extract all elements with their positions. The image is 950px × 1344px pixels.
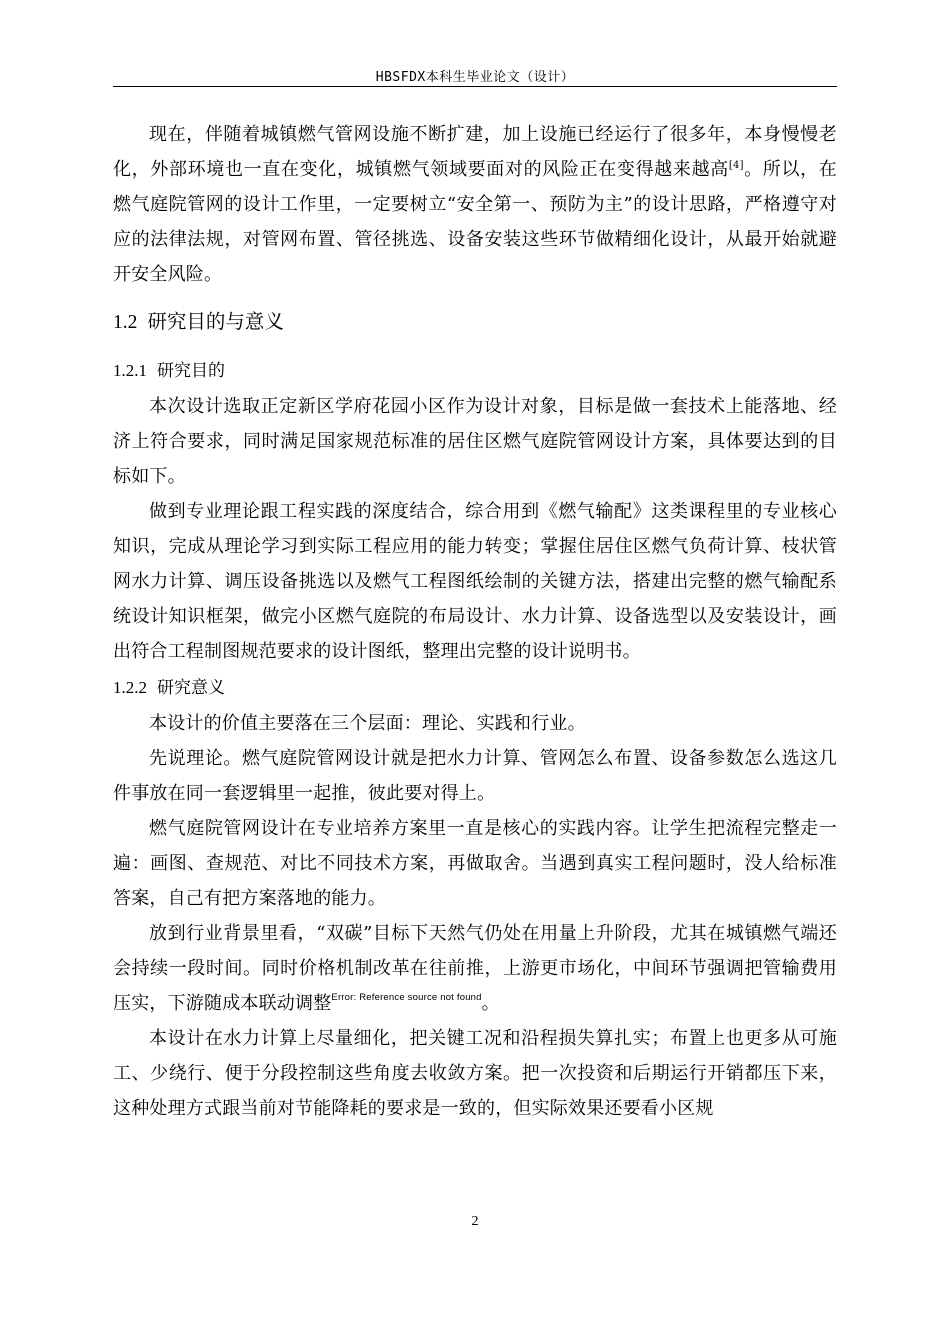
paragraph-goal-1: 本次设计选取正定新区学府花园小区作为设计对象，目标是做一套技术上能落地、经济上符合要求，同时满足国家规范标准的居住区燃气庭院管网设计方案，具体要达到的目标如下。	[113, 396, 837, 487]
subsection-title: 研究目的	[157, 361, 225, 381]
subsection-heading-1-2-1	[113, 352, 837, 389]
paragraph-significance-4-text: 放到行业背景里看，“双碳”目标下天然气仍处在用量上升阶段，尤其在城镇燃气端还会持续一段时间。同时价格机制改革在往前推，上游更市场化，中间环节强调把管输费用压实，下游随成本联动调整	[113, 923, 837, 1014]
paragraph-significance-4	[113, 916, 837, 1021]
paragraph-significance-1: 本设计的价值主要落在三个层面：理论、实践和行业。	[149, 713, 586, 734]
subsection-number: 1.2.2	[113, 678, 147, 697]
citation-4: [4]	[728, 160, 744, 171]
running-header: HBSFDX本科生毕业论文（设计）	[375, 70, 575, 85]
subsection-number: 1.2.1	[113, 361, 147, 380]
paragraph-goal-2: 做到专业理论跟工程实践的深度结合，综合用到《燃气输配》这类课程里的专业核心知识，完成从理论学习到实际工程应用的能力转变；掌握住居住区燃气负荷计算、枝状管网水力计算、调压设备挑选以及燃气工程图纸绘制的关键方法，搭建出完整的燃气输配系统设计知识框架，做完小区燃气庭院的布局设计、水力计算、设备选型以及安装设计，画出符合工程制图规范要求的设计图纸，整理出完整的设计说明书。	[113, 501, 837, 662]
paragraph-intro	[113, 117, 837, 292]
paragraph-intro-text: 现在，伴随着城镇燃气管网设施不断扩建，加上设施已经运行了很多年，本身慢慢老化，外部环境也一直在变化，城镇燃气领域要面对的风险正在变得越来越高	[113, 124, 837, 180]
paragraph-intro-tail: 。所以，在燃气庭院管网的设计工作里，一定要树立“安全第一、预防为主”的设计思路，严格遵守对应的法律法规，对管网布置、管径挑选、设备安装这些环节做精细化设计，从最开始就避开安全风险。	[113, 159, 837, 285]
paragraph-significance-5: 本设计在水力计算上尽量细化，把关键工况和沿程损失算扎实；布置上也更多从可施工、少绕行、便于分段控制这些角度去收敛方案。把一次投资和后期运行开销都压下来，这种处理方式跟当前对节能降耗的要求是一致的，但实际效果还要看小区规	[113, 1028, 837, 1119]
header-rule	[113, 86, 837, 87]
page-number: 2	[471, 1214, 479, 1229]
reference-error: Error: Reference source not found	[331, 992, 482, 1003]
section-number: 1.2	[113, 312, 138, 333]
subsection-heading-1-2-2	[113, 669, 837, 706]
paragraph-significance-2: 先说理论。燃气庭院管网设计就是把水力计算、管网怎么布置、设备参数怎么选这几件事放在同一套逻辑里一起推，彼此要对得上。	[113, 748, 837, 804]
subsection-title: 研究意义	[157, 678, 225, 698]
paragraph-significance-4-tail: 。	[481, 993, 500, 1014]
body-text	[113, 117, 837, 1126]
section-heading-1-2	[113, 292, 837, 352]
paragraph-significance-3: 燃气庭院管网设计在专业培养方案里一直是核心的实践内容。让学生把流程完整走一遍：画图、查规范、对比不同技术方案，再做取舍。当遇到真实工程问题时，没人给标准答案，自己有把方案落地的能力。	[113, 818, 837, 909]
section-title: 研究目的与意义	[147, 310, 284, 333]
